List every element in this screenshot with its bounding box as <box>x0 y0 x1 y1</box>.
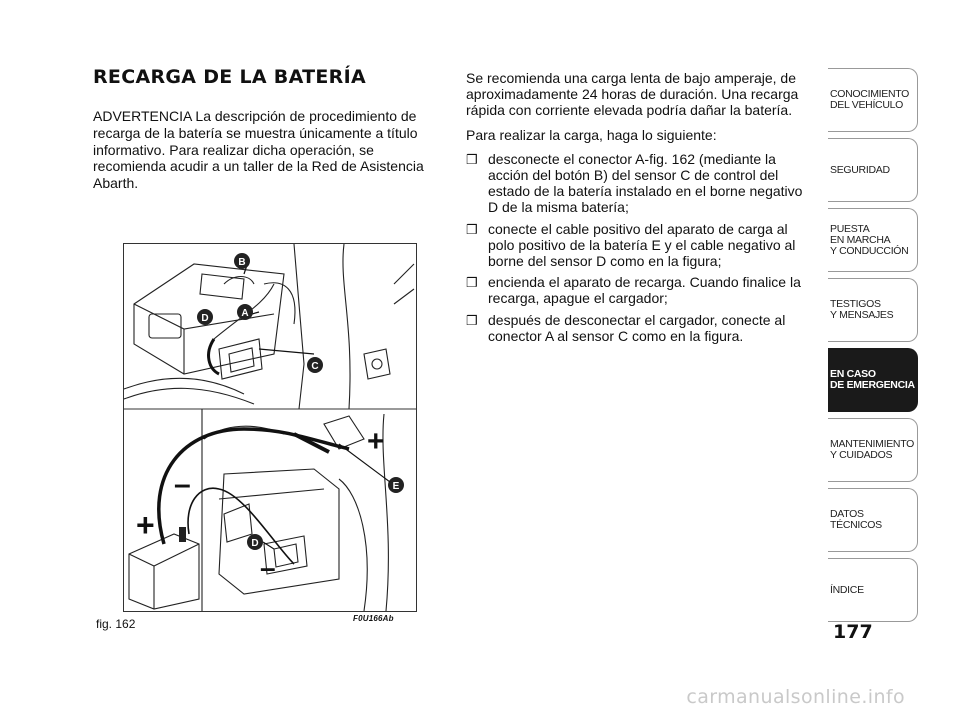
checkbox-bullet-icon: ❒ <box>466 312 478 328</box>
right-column <box>466 70 816 349</box>
svg-text:E: E <box>392 481 400 492</box>
svg-text:D: D <box>251 538 259 549</box>
list-item: ❒ conecte el cable positivo del aparato de carga al polo positivo de la batería E y el cable negativo al borne del sensor D como en la figura; <box>466 220 796 270</box>
intro-paragraph: Se recomienda una carga lenta de bajo amperaje, de aproximadamente 24 horas de duración. Una recarga rápida con corriente elevada podría dañar la batería. <box>466 70 799 119</box>
svg-text:A: A <box>241 308 249 319</box>
list-item: ❒ después de desconectar el cargador, conecte al conector A al sensor C como en la figura. <box>466 311 786 344</box>
checkbox-bullet-icon: ❒ <box>466 221 478 237</box>
tab-indice[interactable]: ÍNDICE <box>828 558 918 622</box>
plus-sign-icon: + <box>367 425 385 458</box>
list-item: ❒ encienda el aparato de recarga. Cuando finalice la recarga, apague el cargador; <box>466 274 801 307</box>
figure-caption: fig. 162 <box>96 617 136 631</box>
label-c-icon <box>307 357 323 373</box>
label-e-icon <box>388 477 404 493</box>
label-a-icon <box>237 304 253 320</box>
left-column <box>93 66 428 192</box>
warning-text: ADVERTENCIA La descripción de procedimiento de recarga de la batería se muestra únicamente a título informativo. Para realizar dicha operación, se recomienda acudir a un taller de la Red de Asistencia Abarth. <box>93 108 424 192</box>
battery-illustration <box>124 244 416 611</box>
steps-intro: Para realizar la carga, haga lo siguiente: <box>466 126 717 143</box>
label-d-icon <box>197 309 213 325</box>
list-item: ❒ desconecte el conector A-fig. 162 (mediante la acción del botón B) del sensor C de control del estado de la batería instalado en el borne negativo D de la misma batería; <box>466 150 803 216</box>
checkbox-bullet-icon: ❒ <box>466 275 478 291</box>
svg-text:D: D <box>201 313 209 324</box>
minus-sign-icon: – <box>174 468 191 501</box>
section-tabs <box>828 68 918 628</box>
figure-162 <box>123 243 417 612</box>
tab-testigos[interactable]: TESTIGOS Y MENSAJES <box>828 278 918 342</box>
plus-sign-icon: + <box>136 507 155 543</box>
svg-text:B: B <box>238 257 246 268</box>
tab-seguridad[interactable]: SEGURIDAD <box>828 138 918 202</box>
tab-emergencia[interactable]: EN CASO DE EMERGENCIA <box>828 348 918 412</box>
label-d-icon <box>247 534 263 550</box>
tab-conocimiento[interactable]: CONOCIMIENTO DEL VEHÍCULO <box>828 68 918 132</box>
figure-code: F0U166Ab <box>353 614 394 623</box>
watermark: carmanualsonline.info <box>686 686 905 708</box>
tab-puesta-en-marcha[interactable]: PUESTA EN MARCHA Y CONDUCCIÓN <box>828 208 918 272</box>
tab-mantenimiento[interactable]: MANTENIMIENTO Y CUIDADOS <box>828 418 918 482</box>
label-b-icon <box>234 253 250 269</box>
page-number: 177 <box>833 621 873 643</box>
steps-list <box>466 151 816 344</box>
checkbox-bullet-icon: ❒ <box>466 151 478 167</box>
tab-datos-tecnicos[interactable]: DATOS TÉCNICOS <box>828 488 918 552</box>
svg-text:C: C <box>311 361 319 372</box>
minus-sign-icon: – <box>260 552 276 583</box>
page-title: RECARGA DE LA BATERÍA <box>93 66 366 88</box>
